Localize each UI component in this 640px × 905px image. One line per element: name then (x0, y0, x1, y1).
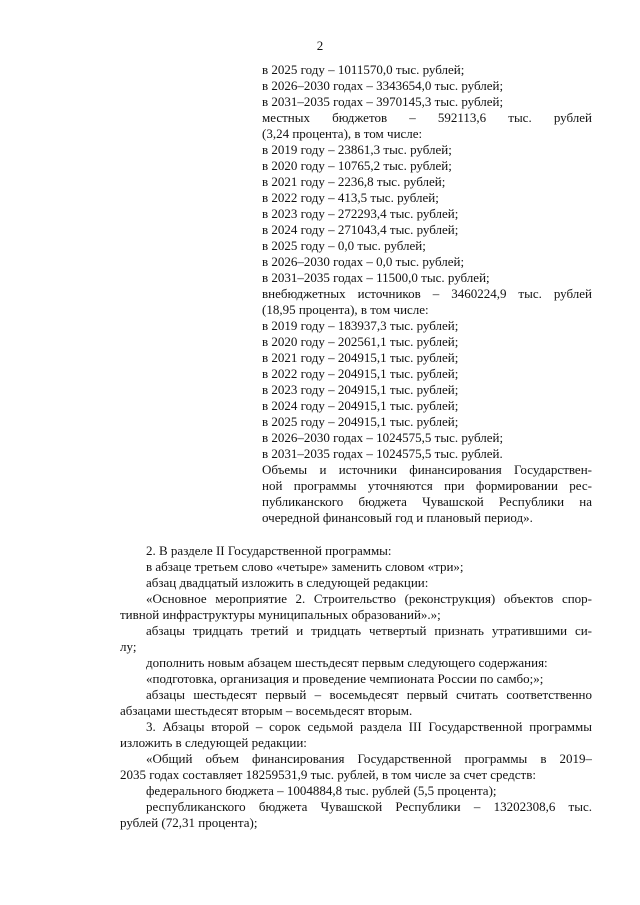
column-line: в 2026–2030 годах – 0,0 тыс. рублей; (262, 254, 465, 269)
column-line: Объемы и источники финансирования Государствен- (262, 462, 592, 477)
body-line: республиканского бюджета Чувашской Республики – 13202308,6 тыс. (146, 799, 592, 814)
body-line: федерального бюджета – 1004884,8 тыс. рублей (5,5 процента); (146, 783, 497, 798)
body-line: в абзаце третьем слово «четыре» заменить словом «три»; (146, 559, 464, 574)
column-line: в 2031–2035 годах – 11500,0 тыс. рублей; (262, 270, 490, 285)
body-line: «подготовка, организация и проведение чемпионата России по самбо;»; (146, 671, 544, 686)
column-line: в 2019 году – 23861,3 тыс. рублей; (262, 142, 452, 157)
column-line: в 2021 году – 2236,8 тыс. рублей; (262, 174, 446, 189)
column-line: внебюджетных источников – 3460224,9 тыс. рублей (262, 286, 592, 301)
amendment-text (120, 543, 592, 831)
body-line: 3. Абзацы второй – сорок седьмой раздела III Государственной программы (146, 719, 592, 734)
column-line: в 2026–2030 годах – 3343654,0 тыс. рублей; (262, 78, 504, 93)
body-line: тивной инфраструктуры муниципальных образований».»; (120, 607, 441, 622)
body-line: 2035 годах составляет 18259531,9 тыс. рублей, в том числе за счет средств: (120, 767, 536, 782)
column-line: ной программы уточняются при формировании рес- (262, 478, 592, 493)
column-line: в 2019 году – 183937,3 тыс. рублей; (262, 318, 459, 333)
body-line: абзацы тридцать третий и тридцать четвертый признать утратившими си- (146, 623, 592, 638)
body-line: «Основное мероприятие 2. Строительство (реконструкция) объектов спор- (146, 591, 592, 606)
column-line: в 2023 году – 272293,4 тыс. рублей; (262, 206, 459, 221)
column-line: в 2031–2035 годах – 1024575,5 тыс. рублей. (262, 446, 503, 461)
column-line: (18,95 процента), в том числе: (262, 302, 429, 317)
column-line: в 2025 году – 0,0 тыс. рублей; (262, 238, 426, 253)
body-line: абзац двадцатый изложить в следующей редакции: (146, 575, 429, 590)
body-line: «Общий объем финансирования Государственной программы в 2019– (146, 751, 592, 766)
body-line: лу; (120, 639, 137, 654)
column-line: очередной финансовый год и плановый период». (262, 510, 533, 525)
body-line: дополнить новым абзацем шестьдесят первым следующего содержания: (146, 655, 548, 670)
column-line: в 2024 году – 271043,4 тыс. рублей; (262, 222, 459, 237)
column-line: в 2022 году – 204915,1 тыс. рублей; (262, 366, 459, 381)
page-number: 2 (316, 38, 324, 53)
column-line: в 2024 году – 204915,1 тыс. рублей; (262, 398, 459, 413)
column-line: в 2021 году – 204915,1 тыс. рублей; (262, 350, 459, 365)
column-line: (3,24 процента), в том числе: (262, 126, 423, 141)
body-line: абзацами шестьдесят вторым – восемьдесят вторым. (120, 703, 413, 718)
column-line: в 2031–2035 годах – 3970145,3 тыс. рублей; (262, 94, 504, 109)
column-line: в 2020 году – 10765,2 тыс. рублей; (262, 158, 452, 173)
body-line: изложить в следующей редакции: (120, 735, 307, 750)
funding-column (262, 62, 592, 526)
column-line: в 2025 году – 1011570,0 тыс. рублей; (262, 62, 465, 77)
column-line: в 2020 году – 202561,1 тыс. рублей; (262, 334, 459, 349)
body-line: 2. В разделе II Государственной программы: (146, 543, 392, 558)
column-line: в 2023 году – 204915,1 тыс. рублей; (262, 382, 459, 397)
column-line: местных бюджетов – 592113,6 тыс. рублей (262, 110, 592, 125)
column-line: в 2022 году – 413,5 тыс. рублей; (262, 190, 439, 205)
column-line: публиканского бюджета Чувашской Республики на (262, 494, 592, 509)
body-line: абзацы шестьдесят первый – восемьдесят первый считать соответственно (146, 687, 592, 702)
body-line: рублей (72,31 процента); (120, 815, 258, 830)
column-line: в 2025 году – 204915,1 тыс. рублей; (262, 414, 459, 429)
column-line: в 2026–2030 годах – 1024575,5 тыс. рублей; (262, 430, 504, 445)
